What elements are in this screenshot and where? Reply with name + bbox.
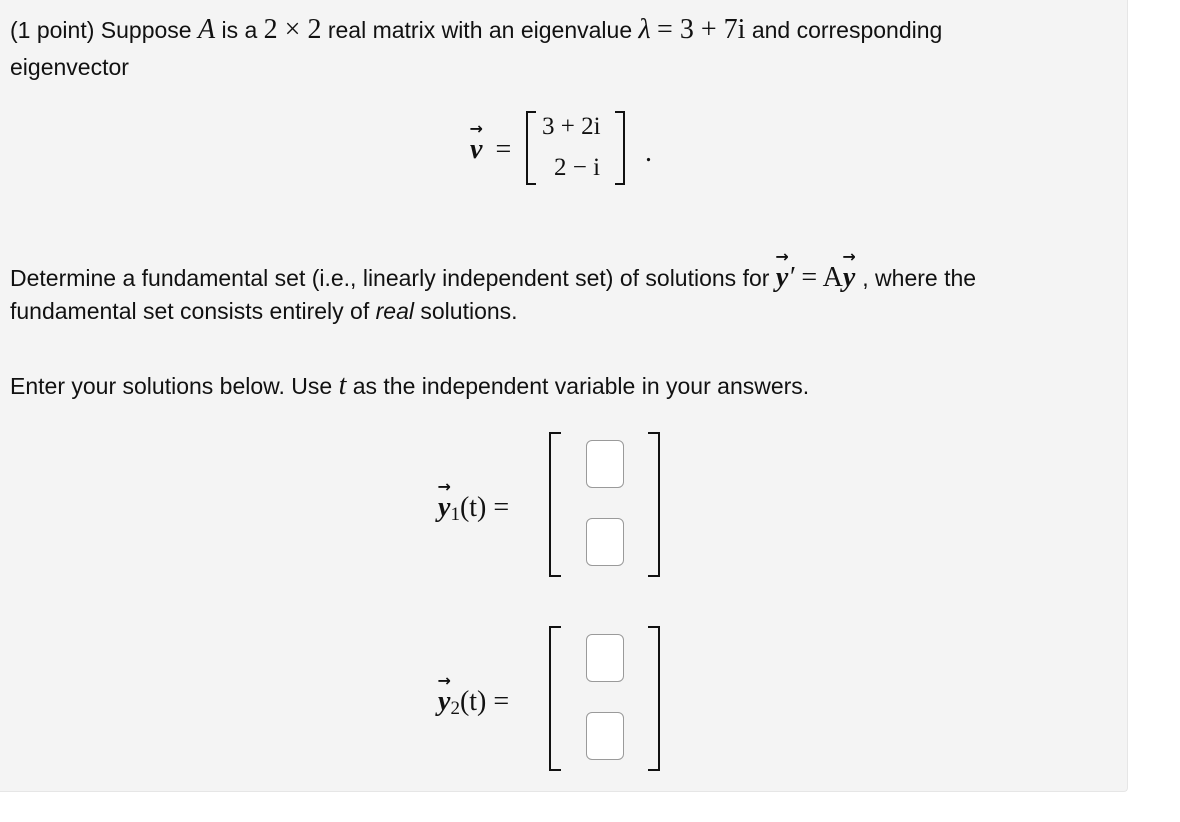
real-emphasis: real [375, 298, 414, 324]
y2-label: → $y_2(t)$ = [437, 671, 510, 719]
fund-post: solutions. [420, 298, 518, 324]
y1-entry-2-input[interactable] [586, 518, 624, 566]
where-text: , where the [862, 265, 977, 291]
problem-line-2: eigenvector [10, 54, 129, 80]
t-var: t [338, 370, 347, 401]
y1-label: → $y_1(t)$ = [437, 477, 510, 525]
and-corresponding-text: and corresponding [751, 17, 943, 43]
intro-text: Suppose [100, 17, 192, 43]
y2-entry-1-input[interactable] [586, 634, 624, 682]
period: . [645, 137, 652, 168]
eigenvector-label: → v = [469, 119, 512, 165]
y1-entry-1-input[interactable] [586, 440, 624, 488]
matrix-var: A [197, 14, 216, 45]
points-label: (1 point) [10, 17, 95, 43]
fundamental-line [10, 298, 518, 325]
y2-left-bracket [549, 626, 561, 771]
v-vector-symbol: → v [469, 119, 483, 165]
v-entry-1: 3 + 2i [542, 113, 601, 140]
lambda-symbol: λ [638, 14, 651, 45]
is-a-text: is a [221, 17, 258, 43]
determine-line [10, 247, 977, 294]
enter-line [10, 370, 809, 402]
y1-right-bracket [648, 432, 660, 577]
real-matrix-text: real matrix with an eigenvalue [327, 17, 633, 43]
enter-post-text: as the independent variable in your answers. [352, 373, 810, 399]
y1-vector-symbol: → y [437, 477, 451, 523]
determine-text: Determine a fundamental set (i.e., linearly independent set) of solutions for [10, 265, 770, 291]
enter-text: Enter your solutions below. Use [10, 373, 333, 399]
fund-pre: fundamental set consists entirely of [10, 298, 370, 324]
y2-entry-2-input[interactable] [586, 712, 624, 760]
y2-right-bracket [648, 626, 660, 771]
v-right-bracket [615, 111, 625, 185]
v-entry-2: 2 − i [554, 154, 601, 181]
ode-equation: → y′ = A → y [775, 247, 856, 293]
y2-vector-symbol: → y [437, 671, 451, 717]
v-left-bracket [526, 111, 536, 185]
matrix-dims: 2 × 2 [263, 14, 322, 45]
y-vector-symbol: → y [775, 247, 789, 293]
problem-line-1 [10, 14, 942, 46]
y1-left-bracket [549, 432, 561, 577]
eigenvalue-value: = 3 + 7i [657, 14, 746, 45]
y-vector-symbol-2: → y [842, 247, 856, 293]
